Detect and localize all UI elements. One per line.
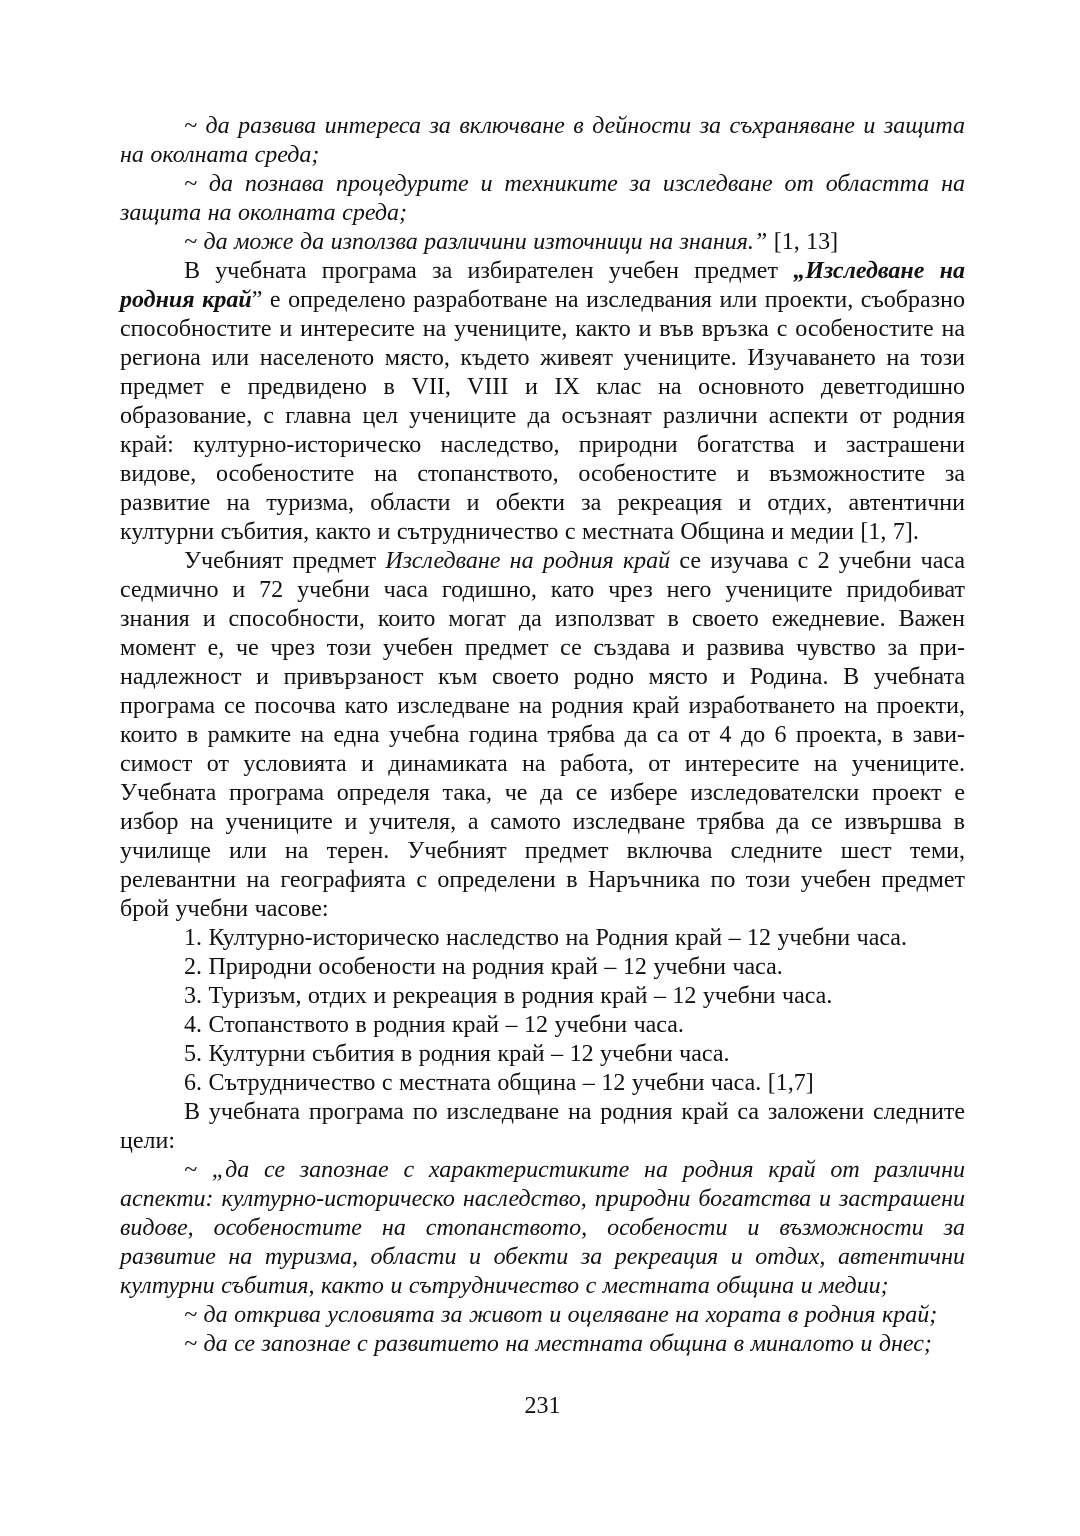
text-run: 2. Природни особености на родния край – 12 учебни часа. — [184, 954, 783, 980]
body-paragraph — [120, 547, 965, 924]
body-paragraph — [120, 1098, 965, 1156]
text-run: Изследване на родния край — [385, 548, 671, 574]
text-run: „Изследване на родния край — [120, 258, 966, 313]
goal-item — [120, 170, 965, 228]
text-run: ~ да може да използва различини източници на знания.” — [184, 229, 768, 255]
text-run: ” е определено разработване на изследвания или проекти, съобразно способностите и интересите на учениците, както и във връзка с особеностите на региона или населеното място, където живеят учениците. Изучаването на този предмет е предвидено в VII, VIII и IX клас на основното деветгодишно образование, с главна цел учениците да осъзнаят различни аспекти от родния край: културно-историческо наследство, природни богатства и застрашени видове, особеностите на стопанството, особеностите и възможностите за развитие на туризма, области и обекти за рекреация и отдих, автентични културни събития, както и сътрудничество с местната Община и медии [1, 7]. — [120, 287, 965, 545]
goal-item — [120, 1330, 965, 1359]
text-run: В учебната програма по изследване на родния край са заложени следните цели: — [120, 1099, 965, 1154]
list-item — [120, 1040, 965, 1069]
page-number: 231 — [524, 1393, 561, 1419]
text-run: ~ да се запознае с развитието на местната община в миналото и днес; — [184, 1331, 932, 1357]
text-run: ~ да развива интереса за включване в дейности за съхраняване и защита на околната среда; — [120, 113, 965, 168]
list-item — [120, 1011, 965, 1040]
list-item — [120, 924, 965, 953]
text-run: 5. Културни събития в родния край – 12 учебни часа. — [184, 1041, 730, 1067]
text-run: Учебният предмет — [184, 548, 386, 574]
text-run: [1, 13] — [767, 229, 839, 255]
list-item — [120, 982, 965, 1011]
list-item — [120, 1069, 965, 1098]
goal-item — [120, 1156, 965, 1301]
text-run: ~ „да се запознае с характеристиките на родния край от различни аспекти: културно-историческо наследство, природни богатства и застрашени видове, особеностите на стопанството, особености и възможности за развитие на туризма, области и обекти за рекреация и отдих, автентични културни събития, както и сътрудничество с местната община и медии; — [120, 1157, 965, 1299]
text-run: 3. Туризъм, отдих и рекреация в родния край – 12 учебни часа. — [184, 983, 833, 1009]
text-run: В учебната програма за избирателен учебен предмет — [184, 258, 794, 284]
text-run: се изучава с 2 учебни часа седмично и 72 учебни часа годишно, като чрез него учениците придобиват знания и способности, които могат да използват в своето ежедневие. Важен момент е, че чрез този учебен предмет се създава и развива чувство за принадлежност и привързаност към своето родно място и Родина. В учебната програма се посочва като изследване на родния край изработването на проекти, които в рамките на една учебна година трябва да са от 4 до 6 проекта, в зависимост от условията и динамиката на работа, от интересите на учениците. Учебната програма определя така, че да се избере изследователски проект е избор на учениците и учителя, а самото изследване трябва да се извършва в училище или на терен. Учебният предмет включва следните шест теми, релевантни на географията с определени в Наръчника по този учебен предмет брой учебни часове: — [120, 548, 965, 922]
text-run: 1. Културно-историческо наследство на Родния край – 12 учебни часа. — [184, 925, 907, 951]
document-body — [120, 112, 965, 1359]
list-item — [120, 953, 965, 982]
goal-item — [120, 228, 965, 257]
goal-item — [120, 1301, 965, 1330]
text-run: ~ да открива условията за живот и оцеляване на хората в родния край; — [184, 1302, 938, 1328]
text-run: 6. Сътрудничество с местната община – 12 учебни часа. [1,7] — [184, 1070, 814, 1096]
text-run: 4. Стопанството в родния край – 12 учебни часа. — [184, 1012, 684, 1038]
goal-item — [120, 112, 965, 170]
body-paragraph — [120, 257, 965, 547]
text-run: ~ да познава процедурите и техниките за изследване от областта на защита на околната среда; — [120, 171, 965, 226]
